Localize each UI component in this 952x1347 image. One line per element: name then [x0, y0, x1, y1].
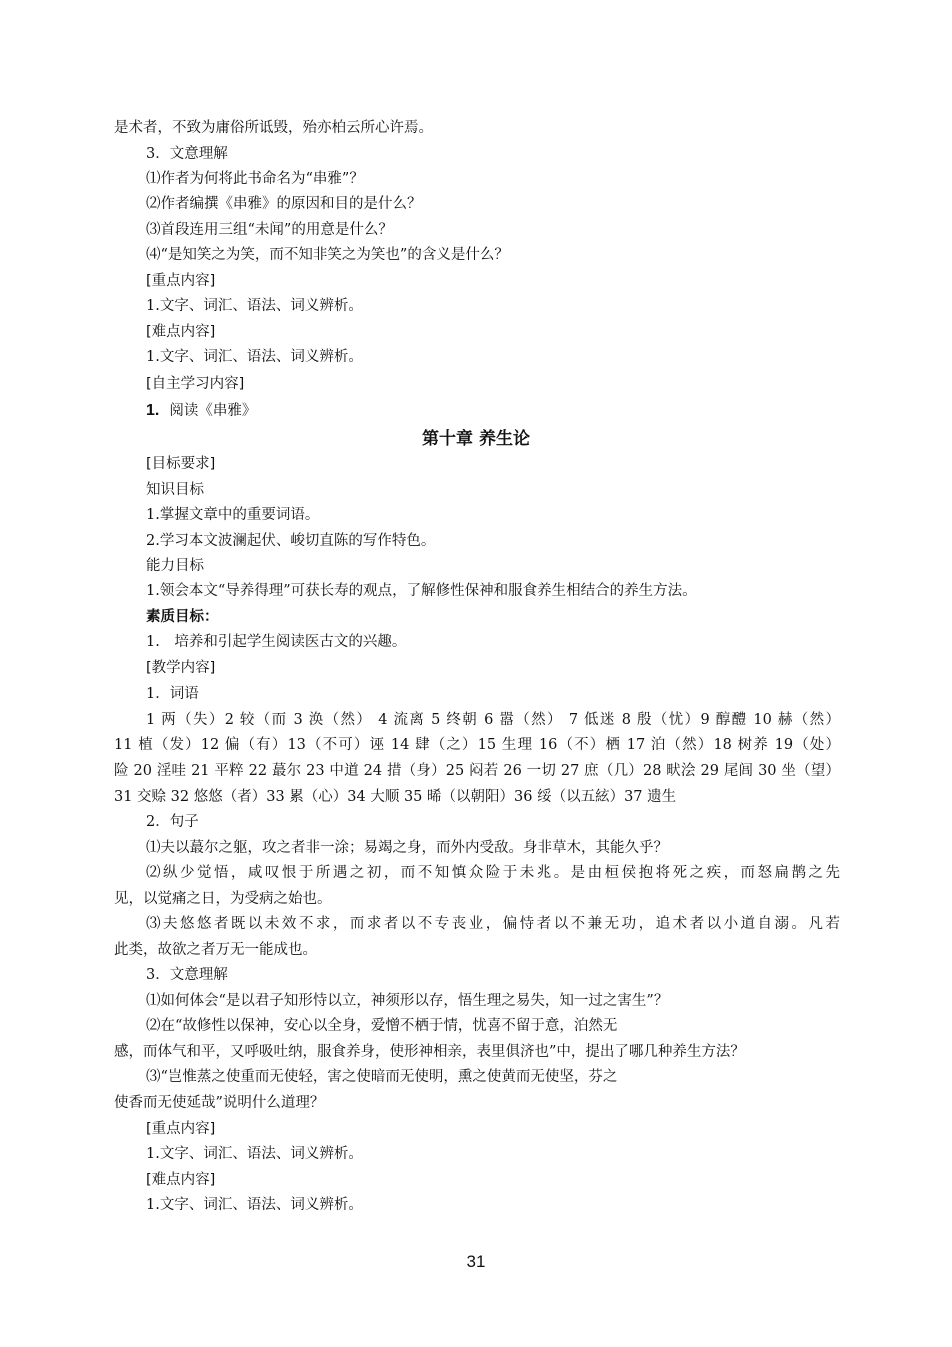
paragraph-line: 2.学习本文波澜起伏、峻切直陈的写作特色。 [146, 533, 436, 549]
paragraph-line: ⑶夫悠悠者既以未效不求，而求者以不专丧业，偏恃者以不兼无功，追术者以小道自溺。凡若 [146, 916, 840, 932]
paragraph-line: ⑵纵少觉悟，咸叹恨于所遇之初，而不知慎众险于未兆。是由桓侯抱将死之疾，而怒扁鹊之先 [146, 865, 840, 881]
paragraph-line: 1 两（失）2 较（而 3 涣（然） 4 流离 5 终朝 6 嚣（然） 7 低迷 8 殷（忧）9 醇醴 10 赫（然） [146, 712, 840, 728]
list-item [146, 401, 840, 421]
sub-heading: 能力目标 [146, 558, 204, 574]
chapter-title: 第十章 养生论 [422, 429, 530, 449]
bracket-heading: [难点内容] [146, 324, 216, 340]
paragraph-line: 是术者，不致为庸俗所诋毁，殆亦柏云所心许焉。 [114, 120, 433, 136]
paragraph-line: ⑴夫以蕞尔之躯，攻之者非一涂；易竭之身，而外内受敌。身非草木，其能久乎？ [146, 840, 668, 856]
bracket-heading: [重点内容] [146, 273, 216, 289]
question-item: ⑵在“故修性以保神，安心以全身，爱憎不栖于情，忧喜不留于意，泊然无 [146, 1018, 618, 1034]
list-number: 1. [146, 402, 160, 419]
paragraph-line: 1.文字、词汇、语法、词义辨析。 [146, 349, 363, 365]
paragraph-line: 1.领会本文“导养得理”可获长寿的观点，了解修性保神和服食养生相结合的养生方法。 [146, 583, 697, 599]
paragraph-line: 1.文字、词汇、语法、词义辨析。 [146, 298, 363, 314]
paragraph-line: 此类，故欲之者万无一能成也。 [114, 942, 317, 958]
bracket-heading: [目标要求] [146, 456, 216, 472]
paragraph-line: 险 20 淫哇 21 平粹 22 蕞尔 23 中道 24 措（身）25 闷若 26 一切 27 庶（几）28 畎浍 29 尾闾 30 坐（望） [114, 763, 840, 779]
paragraph-line: 见，以觉痛之日，为受病之始也。 [114, 891, 332, 907]
sub-heading: 素质目标： [146, 609, 219, 625]
section-heading: 3．文意理解 [146, 146, 228, 162]
list-text: 阅读《串雅》 [169, 403, 257, 419]
bracket-heading: [自主学习内容] [146, 376, 245, 392]
sub-heading: 知识目标 [146, 482, 204, 498]
section-heading: 2．句子 [146, 814, 199, 830]
paragraph-line: 使香而无使延哉”说明什么道理？ [114, 1095, 325, 1111]
paragraph-line: 1.文字、词汇、语法、词义辨析。 [146, 1146, 363, 1162]
section-heading: 1．词语 [146, 686, 199, 702]
paragraph-line: 1. 培养和引起学生阅读医古文的兴趣。 [146, 634, 407, 650]
paragraph-line: 感，而体气和平，又呼吸吐纳，服食养身，使形神相亲，表里俱济也”中，提出了哪几种养生方法？ [114, 1044, 745, 1060]
bracket-heading: [重点内容] [146, 1121, 216, 1137]
question-item: ⑴作者为何将此书命名为“串雅”？ [146, 171, 364, 187]
question-item: ⑴如何体会“是以君子知形恃以立，神须形以存，悟生理之易失，知一过之害生”？ [146, 993, 669, 1009]
page-number: 31 [466, 1252, 486, 1271]
paragraph-line: 31 交赊 32 悠悠（者）33 累（心）34 大顺 35 晞（以朝阳）36 绥（以五絃）37 遗生 [114, 789, 677, 805]
paragraph-line: 1.掌握文章中的重要词语。 [146, 507, 320, 523]
question-item: ⑷“是知笑之为笑，而不知非笑之为笑也”的含义是什么？ [146, 247, 509, 263]
paragraph-line: 11 植（发）12 偏（有）13（不可）诬 14 肆（之）15 生理 16（不）栖 17 泊（然）18 树养 19（处） [114, 737, 840, 753]
section-heading: 3．文意理解 [146, 967, 228, 983]
bracket-heading: [难点内容] [146, 1172, 216, 1188]
question-item: ⑶“岂惟蒸之使重而无使轻，害之使暗而无使明，熏之使黄而无使坚，芬之 [146, 1069, 618, 1085]
paragraph-line: 1.文字、词汇、语法、词义辨析。 [146, 1197, 363, 1213]
question-item: ⑶首段连用三组“未闻”的用意是什么？ [146, 222, 393, 238]
bracket-heading: [教学内容] [146, 660, 216, 676]
question-item: ⑵作者编撰《串雅》的原因和目的是什么？ [146, 196, 422, 212]
